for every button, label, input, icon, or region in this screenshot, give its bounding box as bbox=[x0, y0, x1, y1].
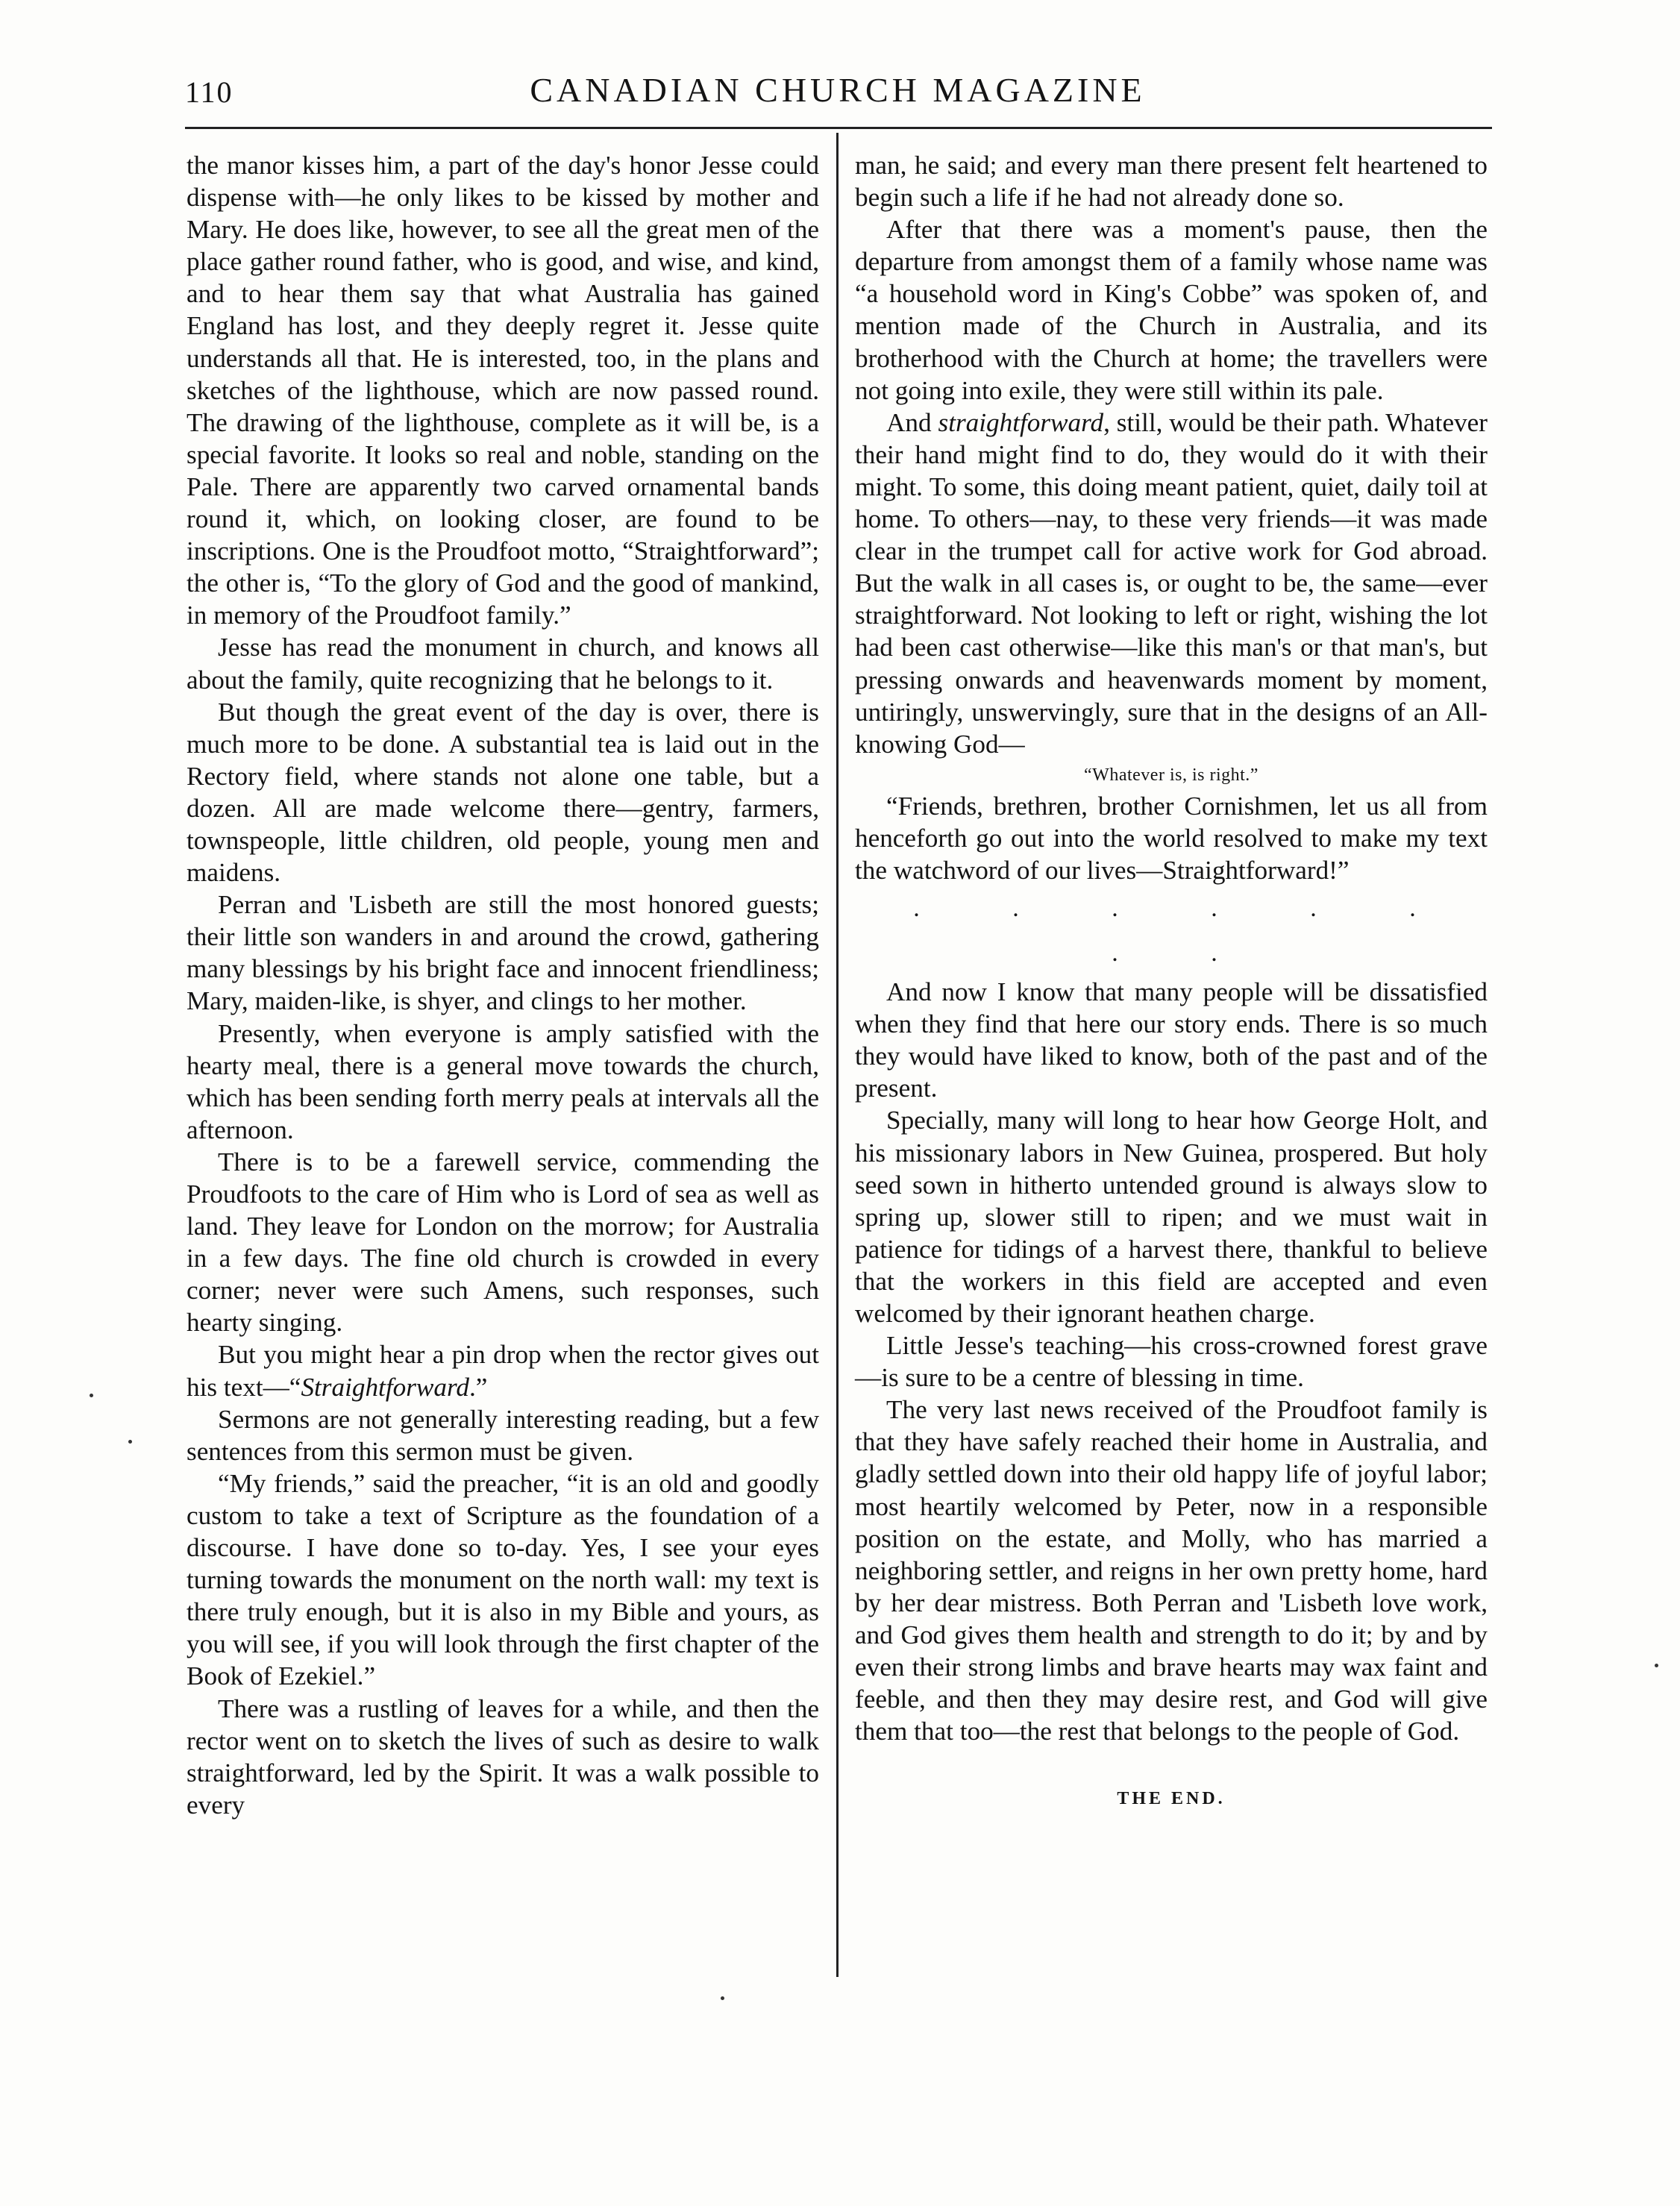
paragraph: But though the great event of the day is over, there is much more to be done. A substantial tea is laid out in the Rectory field, where stands not alone one table, but a dozen. All are made welcome there—gentry, farmers, townspeople, little children, old people, young men and maidens. bbox=[187, 697, 819, 888]
stray-mark bbox=[128, 1440, 132, 1444]
text-run: , still, would be their path. Whatever their hand might find to do, they would do it with their might. To some, this doing meant patient, quiet, daily toil at home. To others—nay, to these very friends—it was made clear in the trumpet call for active work for God abroad. But the walk in all cases is, or ought to be, the same—ever straightforward. Not looking to left or right, wishing the lot had been cast otherwise—like this man's or that man's, but pressing onwards and heavenwards moment by moment, untiringly, unswervingly, sure that in the designs of an All-knowing God— bbox=[855, 407, 1488, 759]
paragraph: And now I know that many people will be dissatisfied when they find that here our story ends. There is so much they would have liked to know, both of the past and of the present. bbox=[855, 977, 1488, 1103]
paragraph: Sermons are not generally interesting reading, but a few sentences from this sermon must be given. bbox=[187, 1404, 819, 1466]
paragraph: Little Jesse's teaching—his cross-crowned forest grave—is sure to be a centre of blessing in time. bbox=[855, 1331, 1488, 1393]
stray-mark bbox=[90, 1394, 93, 1397]
text-run: But you might hear a pin drop when the rector gives out his text—“ bbox=[187, 1340, 819, 1402]
paragraph: Specially, many will long to hear how George Holt, and his missionary labors in New Guinea, prospered. But holy seed sown in hitherto untended ground is always slow to spring up, slower still to ripen; and we must wait in patience for tidings of a harvest there, thankful to believe that the workers in this field are accepted and even welcomed by their ignorant heathen charge. bbox=[855, 1106, 1488, 1328]
paragraph bbox=[855, 407, 1488, 760]
right-column bbox=[855, 149, 1488, 1815]
header-rule bbox=[185, 127, 1492, 129]
paragraph: “Friends, brethren, brother Cornishmen, let us all from henceforth go out into the world resolved to make my text the watchword of our lives—Straightforward!” bbox=[855, 791, 1488, 885]
column-divider bbox=[836, 133, 839, 1977]
stray-mark bbox=[721, 1996, 724, 2000]
paragraph: Perran and 'Lisbeth are still the most honored guests; their little son wanders in and around the crowd, gathering many blessings by his bright face and innocent friendliness; Mary, maiden-like, is shyer, and clings to her mother. bbox=[187, 890, 819, 1016]
running-title: CANADIAN CHURCH MAGAZINE bbox=[530, 71, 1146, 109]
stray-mark bbox=[1655, 1664, 1658, 1667]
paragraph: The very last news received of the Proudfoot family is that they have safely reached their home in Australia, and gladly settled down into their old happy life of joyful labor; most heartily welcomed by Peter, now in a responsible position on the estate, and Molly, who has married a neighboring settler, and reigns in her own pretty home, hard by her dear mistress. Both Perran and 'Lisbeth love work, and God gives them health and strength to do it; by and by even their strong limbs and brave hearts may wax faint and feeble, and then they may desire rest, and God will give them that too—the rest that belongs to the people of God. bbox=[855, 1395, 1488, 1746]
paragraph: “My friends,” said the preacher, “it is an old and goodly custom to take a text of Scripture as the foundation of a discourse. I have done so to-day. Yes, I see your eyes turning towards the monument on the north wall: my text is there truly enough, but it is also in my Bible and yours, as you will see, if you will look through the first chapter of the Book of Ezekiel.” bbox=[187, 1468, 819, 1691]
paragraph: the manor kisses him, a part of the day's honor Jesse could dispense with—he only likes to be kissed by mother and Mary. He does like, however, to see all the great men of the place gather round father, who is good, and wise, and kind, and to hear them say that what Australia has gained England has lost, and they deeply regret it. Jesse quite understands all that. He is interested, too, in the plans and sketches of the lighthouse, which are now passed round. The drawing of the lighthouse, complete as it will be, is a special favorite. It looks so real and noble, standing on the Pale. There are apparently two carved ornamental bands round it, which, on looking closer, are found to be inscriptions. One is the Proudfoot motto, “Straightforward”; the other is, “To the glory of God and the good of mankind, in memory of the Proudfoot family.” bbox=[187, 151, 819, 630]
paragraph: After that there was a moment's pause, then the departure from amongst them of a family whose name was “a household word in King's Cobbe” was spoken of, and mention made of the Church in Australia, and its brotherhood with the Church at home; the travellers were not going into exile, they were still within its pale. bbox=[855, 215, 1488, 405]
paragraph: There was a rustling of leaves for a while, and then the rector went on to sketch the lives of such as desire to walk straightforward, led by the Spirit. It was a walk possible to every bbox=[187, 1693, 819, 1820]
section-break-dots: . . . . . . . . bbox=[913, 894, 1459, 968]
the-end: THE END. bbox=[1117, 1789, 1226, 1809]
paragraph: Presently, when everyone is amply satisfied with the hearty meal, there is a general move towards the church, which has been sending forth merry peals at intervals all the afternoon. bbox=[187, 1018, 819, 1144]
italic-text: straightforward bbox=[938, 407, 1104, 437]
left-column bbox=[187, 149, 819, 1821]
page-header bbox=[185, 69, 1491, 121]
paragraph: Jesse has read the monument in church, and knows all about the family, quite recognizing that he belongs to it. bbox=[187, 633, 819, 695]
text-run: And bbox=[886, 407, 938, 437]
paragraph: There is to be a farewell service, commending the Proudfoots to the care of Him who is Lord of sea as well as land. They leave for London on the morrow; for Australia in a few days. The fine old church is crowded in every corner; never were such Amens, such responses, such hearty singing. bbox=[187, 1147, 819, 1338]
text-run: .” bbox=[468, 1372, 488, 1402]
italic-text: Straightforward bbox=[301, 1372, 469, 1402]
paragraph: man, he said; and every man there present felt heartened to begin such a life if he had not already done so. bbox=[855, 151, 1488, 213]
verse-quote: “Whatever is, is right.” bbox=[1084, 765, 1259, 785]
page-number: 110 bbox=[185, 75, 233, 109]
paragraph bbox=[187, 1338, 819, 1403]
